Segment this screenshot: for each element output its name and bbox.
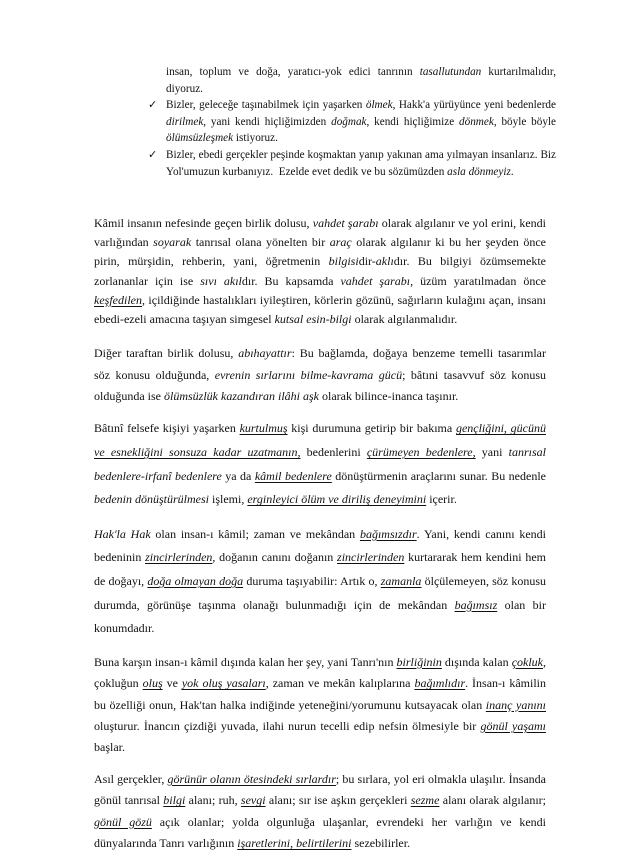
paragraph-hak: Hak'la Hak olan insan-ı kâmil; zaman ve mekândan bağımsızdır. Yani, kendi canını kendi bedeninin zincirlerinden, doğanın canını doğanın zincirlerinden kurtararak hem kendini hem de doğayı, doğa olmayan doğa duruma taşıyabilir: Artık o, zamanla ölçülemeyen, söz konusu durumda, görünüşe taşınma olanağı bulunmadığı için de mekândan bağımsız olan bir konumdadır. — [94, 526, 547, 636]
bullet-text: Bizler, geleceğe taşınabilmek için yaşarken ölmek, Hakk'a yürüyünce yeni bedenlerde dirilmek, yani kendi hiçliğimizden doğmak, kendi hiçliğimize dönmek, böyle böyle ölümsüzleşmek istiyoruz. — [166, 99, 556, 145]
paragraph-asil-gercekler: Asıl gerçekler, görünür olanın ötesindeki sırlardır; bu sırlara, yol eri olmakla ulaşılır. İnsanda gönül tanrısal bilgi alanı; ruh, sevgi alanı; sır ise aşkın gerçekleri sezme alanı olarak algılanır; gönül gözü açık olanlar; yolda olgunluğa ulaşanlar, evrendeki her varlığın ve kendi dünyalarında Tanrı varlığının işaretlerini, belirtilerini sezebilirler. — [94, 771, 547, 851]
bullet-item — [118, 97, 556, 147]
bullet-continuation — [118, 64, 556, 97]
bullet-text: insan, toplum ve doğa, yaratıcı-yok edici tanrının tasallutundan kurtarılmalıdır, diyoruz. — [166, 66, 556, 95]
body-text — [94, 214, 546, 864]
checkmark-icon: ✓ — [148, 147, 158, 161]
paragraph-insan-i-kamil: Buna karşın insan-ı kâmil dışında kalan her şey, yani Tanrı'nın birliğinin dışında kalan çokluk, çokluğun oluş ve yok oluş yasaları, zaman ve mekân kalıplarına bağımlıdır. İnsan-ı kâmilin bu özelliği onun, Hak'tan halka indiğinde yeteneğini/yorumunu kutsayacak olan inanç yanını oluşturur. İnancın çizdiği yuvada, ilahi nurun tecelli edip nefsin ölmesiyle bir gönül yaşamı başlar. — [94, 654, 546, 755]
checkmark-icon: ✓ — [148, 98, 158, 112]
bullet-text: Bizler, ebedi gerçekler peşinde koşmaktan yanıp yakınan ama yılmayan insanlarız. Biz Yol'umuzun kurbanıyız. Ezelde evet dedik ve bu sözümüzden asla dönmeyiz. — [166, 148, 556, 178]
paragraph-vahdet: Kâmil insanın nefesinde geçen birlik dolusu, vahdet şarabı olarak algılanır ve yol erini, kendi varlığından soyarak tanrısal olana yönelten bir araç olarak algılanır ki bu her şeyden önce pirin, mürşidin, rehberin, yani, öğretmenin bilgisidir-aklıdır. Bu bilgiyi özümsemekte zorlananlar için ise sıvı akıldır. Bu kapsamda vahdet şarabı, üzüm yaratılmadan önce keşfedilen, içildiğinde hastalıkları iyileştiren, körlerin gözünü, sağırların kulağını açan, insanı ebedi-ezeli amacına taşıyan simgesel kutsal esin-bilgi olarak algılanmalıdır. — [94, 216, 547, 327]
paragraph-batini: Bâtınî felsefe kişiyi yaşarken kurtulmuş kişi durumuna getirip bir bakıma gençliğini, gücünü ve esnekliğini sonsuza kadar uzatmanın, bedenlerini çürümeyen bedenlere, yani tanrısal bedenlere-irfanî bedenlere ya da kâmil bedenlere dönüştürmenin araçlarını sunar. Bu nedenle bedenin dönüştürülmesi işlemi, erginleyici ölüm ve diriliş deneyimini içerir. — [94, 421, 546, 507]
bullet-list — [118, 64, 556, 180]
bullet-item — [118, 147, 556, 180]
paragraph-abihayat: Diğer taraftan birlik dolusu, abıhayattır: Bu bağlamda, doğaya benzeme temelli tasarımlar söz konusu olduğunda, evrenin sırlarını bilme-kavrama gücü; bâtıni tasavvuf söz konusu olduğunda ise ölümsüzlük kazandıran ilâhi aşk olarak bilince-inanca taşınır. — [94, 346, 547, 404]
